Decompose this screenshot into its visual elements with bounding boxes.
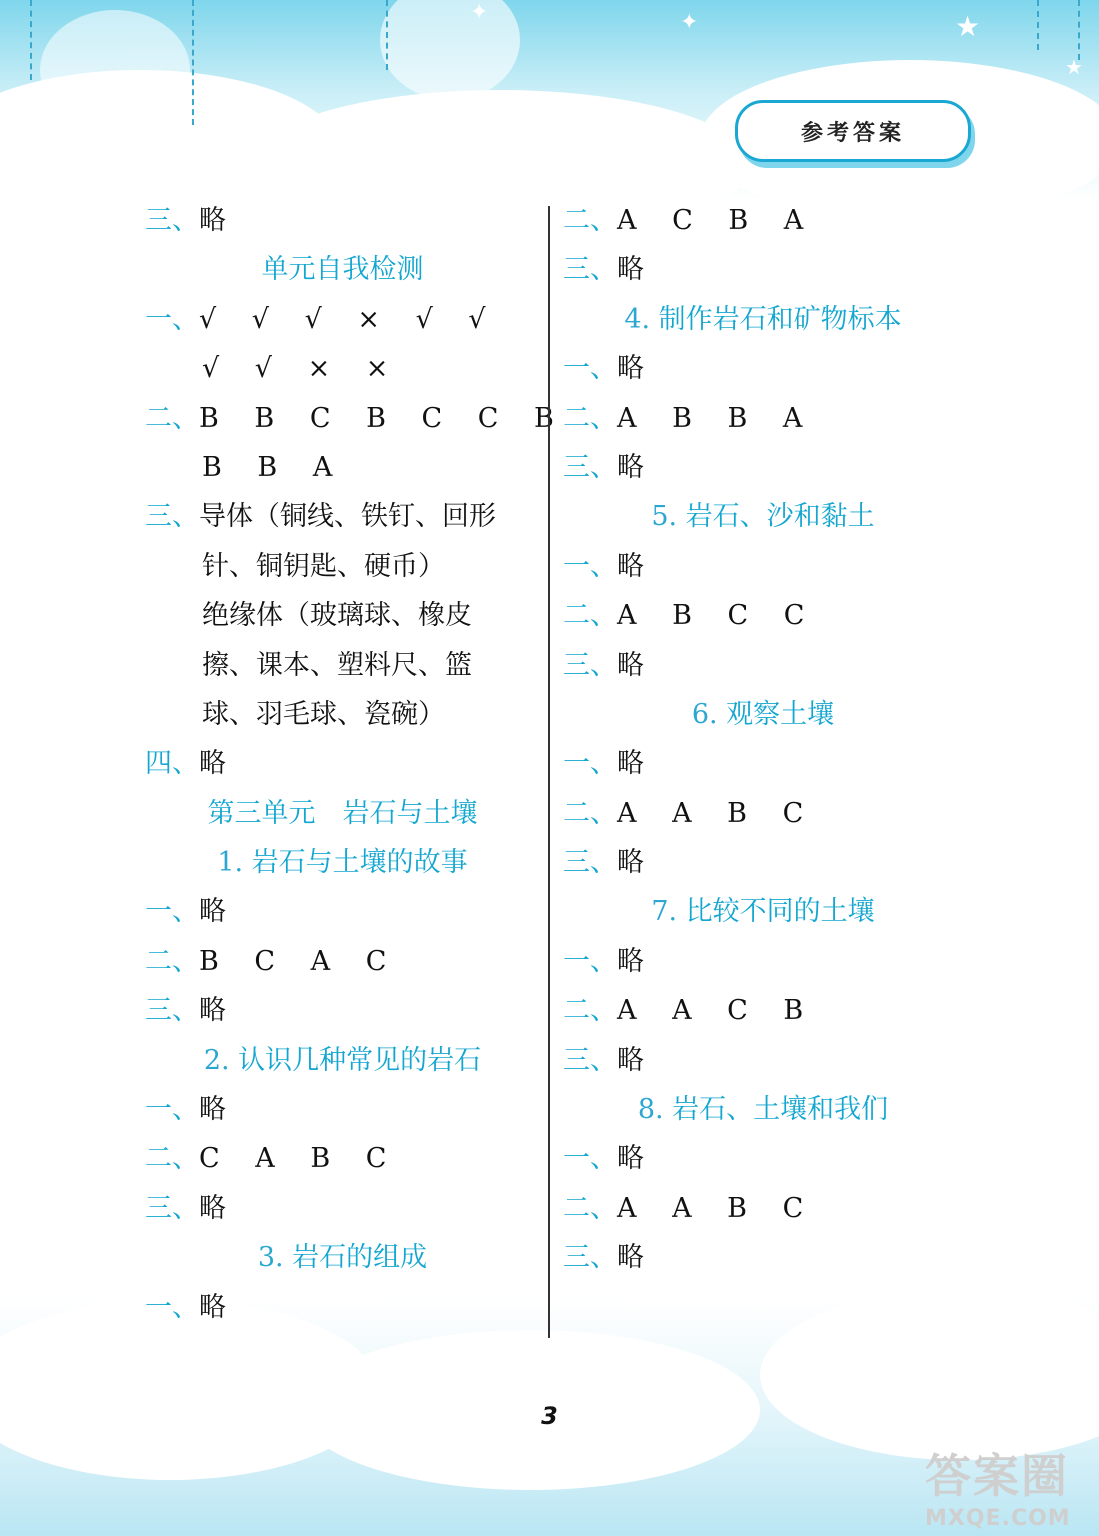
dashed-line-decoration <box>386 0 388 70</box>
answer-text: 略 <box>199 1094 226 1126</box>
section-number: 1. <box>217 847 244 879</box>
section-number: 8. <box>637 1094 664 1126</box>
answer-text: 略 <box>199 896 226 928</box>
answer-line <box>145 1283 540 1332</box>
answer-text: 略 <box>199 995 226 1027</box>
answer-line <box>145 887 540 936</box>
answer-text: 略 <box>617 847 644 879</box>
question-number: 一、 <box>563 550 617 582</box>
right-answer-column <box>563 196 963 1283</box>
answer-line <box>145 394 554 443</box>
answer-text: A B B A <box>617 402 803 434</box>
answer-line <box>145 196 540 245</box>
answer-text: 略 <box>199 1291 226 1323</box>
question-number: 二、 <box>145 1143 199 1175</box>
answer-line <box>145 295 540 344</box>
answer-line <box>145 1184 540 1233</box>
question-number: 一、 <box>563 748 617 780</box>
section-heading <box>145 245 540 294</box>
answer-line <box>145 986 540 1035</box>
question-number: 二、 <box>145 945 199 977</box>
section-heading <box>145 789 540 838</box>
answer-text: √ √ √ × √ √ <box>199 303 486 335</box>
section-number: 6. <box>691 698 718 730</box>
answer-text: A A B C <box>617 797 804 829</box>
answer-text: 略 <box>617 1242 644 1274</box>
question-number: 二、 <box>563 402 617 434</box>
answer-continuation: √ √ × × <box>202 353 389 385</box>
question-number: 二、 <box>145 402 199 434</box>
section-title: 岩石与土壤的故事 <box>251 847 468 879</box>
answer-continuation: 绝缘体（玻璃球、橡皮 <box>202 600 472 632</box>
dashed-line-decoration <box>192 0 194 125</box>
page-number: 3 <box>541 1402 558 1430</box>
left-answer-column <box>145 196 554 1332</box>
question-number: 一、 <box>563 353 617 385</box>
answer-line <box>145 739 540 788</box>
section-title: 岩石、土壤和我们 <box>672 1094 889 1126</box>
answer-text: 略 <box>617 451 644 483</box>
question-number: 二、 <box>563 1192 617 1224</box>
answer-line <box>563 1184 963 1233</box>
answer-text: B C A C <box>199 945 387 977</box>
section-heading <box>145 1036 540 1085</box>
answer-line <box>563 443 963 492</box>
answer-text: A B C C <box>617 600 805 632</box>
question-number: 一、 <box>563 1143 617 1175</box>
watermark-url: MXQE.COM <box>925 1506 1071 1531</box>
answer-line <box>563 542 963 591</box>
column-divider <box>548 206 550 1338</box>
answer-continuation: B B A <box>202 451 333 483</box>
sparkle-icon: ✦ <box>470 0 489 25</box>
answer-text: 略 <box>199 748 226 780</box>
answer-text: B B C B C C B <box>199 402 554 434</box>
answer-line <box>145 1085 540 1134</box>
answer-line <box>145 492 540 541</box>
question-number: 二、 <box>563 600 617 632</box>
answer-line <box>563 394 963 443</box>
answer-line <box>563 344 963 393</box>
answer-line <box>563 789 963 838</box>
answer-line <box>145 937 540 986</box>
watermark-text: 答案圈 <box>925 1449 1069 1503</box>
answer-continuation: 针、铜钥匙、硬币） <box>202 550 445 582</box>
question-number: 三、 <box>145 501 199 533</box>
answer-text: 导体（铜线、铁钉、回形 <box>199 501 496 533</box>
question-number: 一、 <box>563 945 617 977</box>
answer-line <box>563 986 963 1035</box>
section-number: 4. <box>624 303 651 335</box>
section-number: 3. <box>257 1242 284 1274</box>
answer-text: 略 <box>617 945 644 977</box>
section-title: 第三单元 岩石与土壤 <box>207 797 478 829</box>
answer-text: 略 <box>199 205 226 236</box>
header-title-badge: 参考答案 <box>735 100 971 162</box>
section-number: 5. <box>651 501 678 533</box>
answer-text: 略 <box>617 1143 644 1175</box>
section-number: 7. <box>651 896 678 928</box>
answer-text: A A B C <box>617 1192 804 1224</box>
question-number: 三、 <box>563 1044 617 1076</box>
section-heading <box>563 1085 963 1134</box>
dashed-line-decoration <box>1037 0 1039 50</box>
answer-text: C A B C <box>199 1143 387 1175</box>
answer-line <box>145 1134 540 1183</box>
watermark-logo <box>925 1440 1090 1530</box>
answer-continuation: 擦、课本、塑料尺、篮 <box>202 649 472 681</box>
dashed-line-decoration <box>1078 0 1080 60</box>
question-number: 三、 <box>563 451 617 483</box>
question-number: 一、 <box>145 1291 199 1323</box>
answer-line <box>563 838 963 887</box>
answer-text: A A C B <box>617 995 804 1027</box>
answer-text: 略 <box>617 649 644 681</box>
section-heading <box>563 690 963 739</box>
section-number: 2. <box>203 1044 230 1076</box>
section-title: 单元自我检测 <box>261 254 424 286</box>
section-title: 制作岩石和矿物标本 <box>658 303 902 335</box>
section-heading <box>563 295 963 344</box>
section-heading <box>145 1233 540 1282</box>
section-title: 认识几种常见的岩石 <box>238 1044 482 1076</box>
dashed-line-decoration <box>30 0 32 80</box>
answer-line <box>563 937 963 986</box>
answer-text: 略 <box>199 1192 226 1224</box>
question-number: 三、 <box>563 649 617 681</box>
answer-text: 略 <box>617 254 644 286</box>
section-title: 岩石、沙和黏土 <box>685 501 875 533</box>
question-number: 三、 <box>145 995 199 1027</box>
question-number: 四、 <box>145 748 199 780</box>
answer-line <box>563 641 963 690</box>
star-icon: ★ <box>1065 55 1083 79</box>
question-number: 二、 <box>563 995 617 1027</box>
question-number: 三、 <box>145 1192 199 1224</box>
answer-line <box>563 196 963 245</box>
answer-text: 略 <box>617 353 644 385</box>
star-icon: ★ <box>955 10 981 43</box>
answer-continuation: 球、羽毛球、瓷碗） <box>202 698 445 730</box>
question-number: 三、 <box>145 205 199 236</box>
question-number: 一、 <box>145 303 199 335</box>
question-number: 一、 <box>145 1094 199 1126</box>
answer-line <box>563 1134 963 1183</box>
question-number: 二、 <box>563 797 617 829</box>
question-number: 一、 <box>145 896 199 928</box>
section-heading <box>563 887 963 936</box>
answer-line <box>563 591 963 640</box>
section-heading <box>563 492 963 541</box>
section-title: 比较不同的土壤 <box>685 896 875 928</box>
section-title: 观察土壤 <box>726 698 835 730</box>
question-number: 三、 <box>563 847 617 879</box>
answer-text: 略 <box>617 550 644 582</box>
answer-line <box>563 1036 963 1085</box>
section-title: 岩石的组成 <box>292 1242 428 1274</box>
question-number: 三、 <box>563 254 617 286</box>
answer-text: 略 <box>617 1044 644 1076</box>
section-heading <box>145 838 540 887</box>
question-number: 三、 <box>563 1242 617 1274</box>
answer-text: 略 <box>617 748 644 780</box>
answer-line <box>563 1233 963 1282</box>
answer-text: A C B A <box>617 205 804 236</box>
answer-line <box>563 739 963 788</box>
sparkle-icon: ✦ <box>680 10 699 35</box>
answer-line <box>563 245 963 294</box>
question-number: 二、 <box>563 205 617 236</box>
